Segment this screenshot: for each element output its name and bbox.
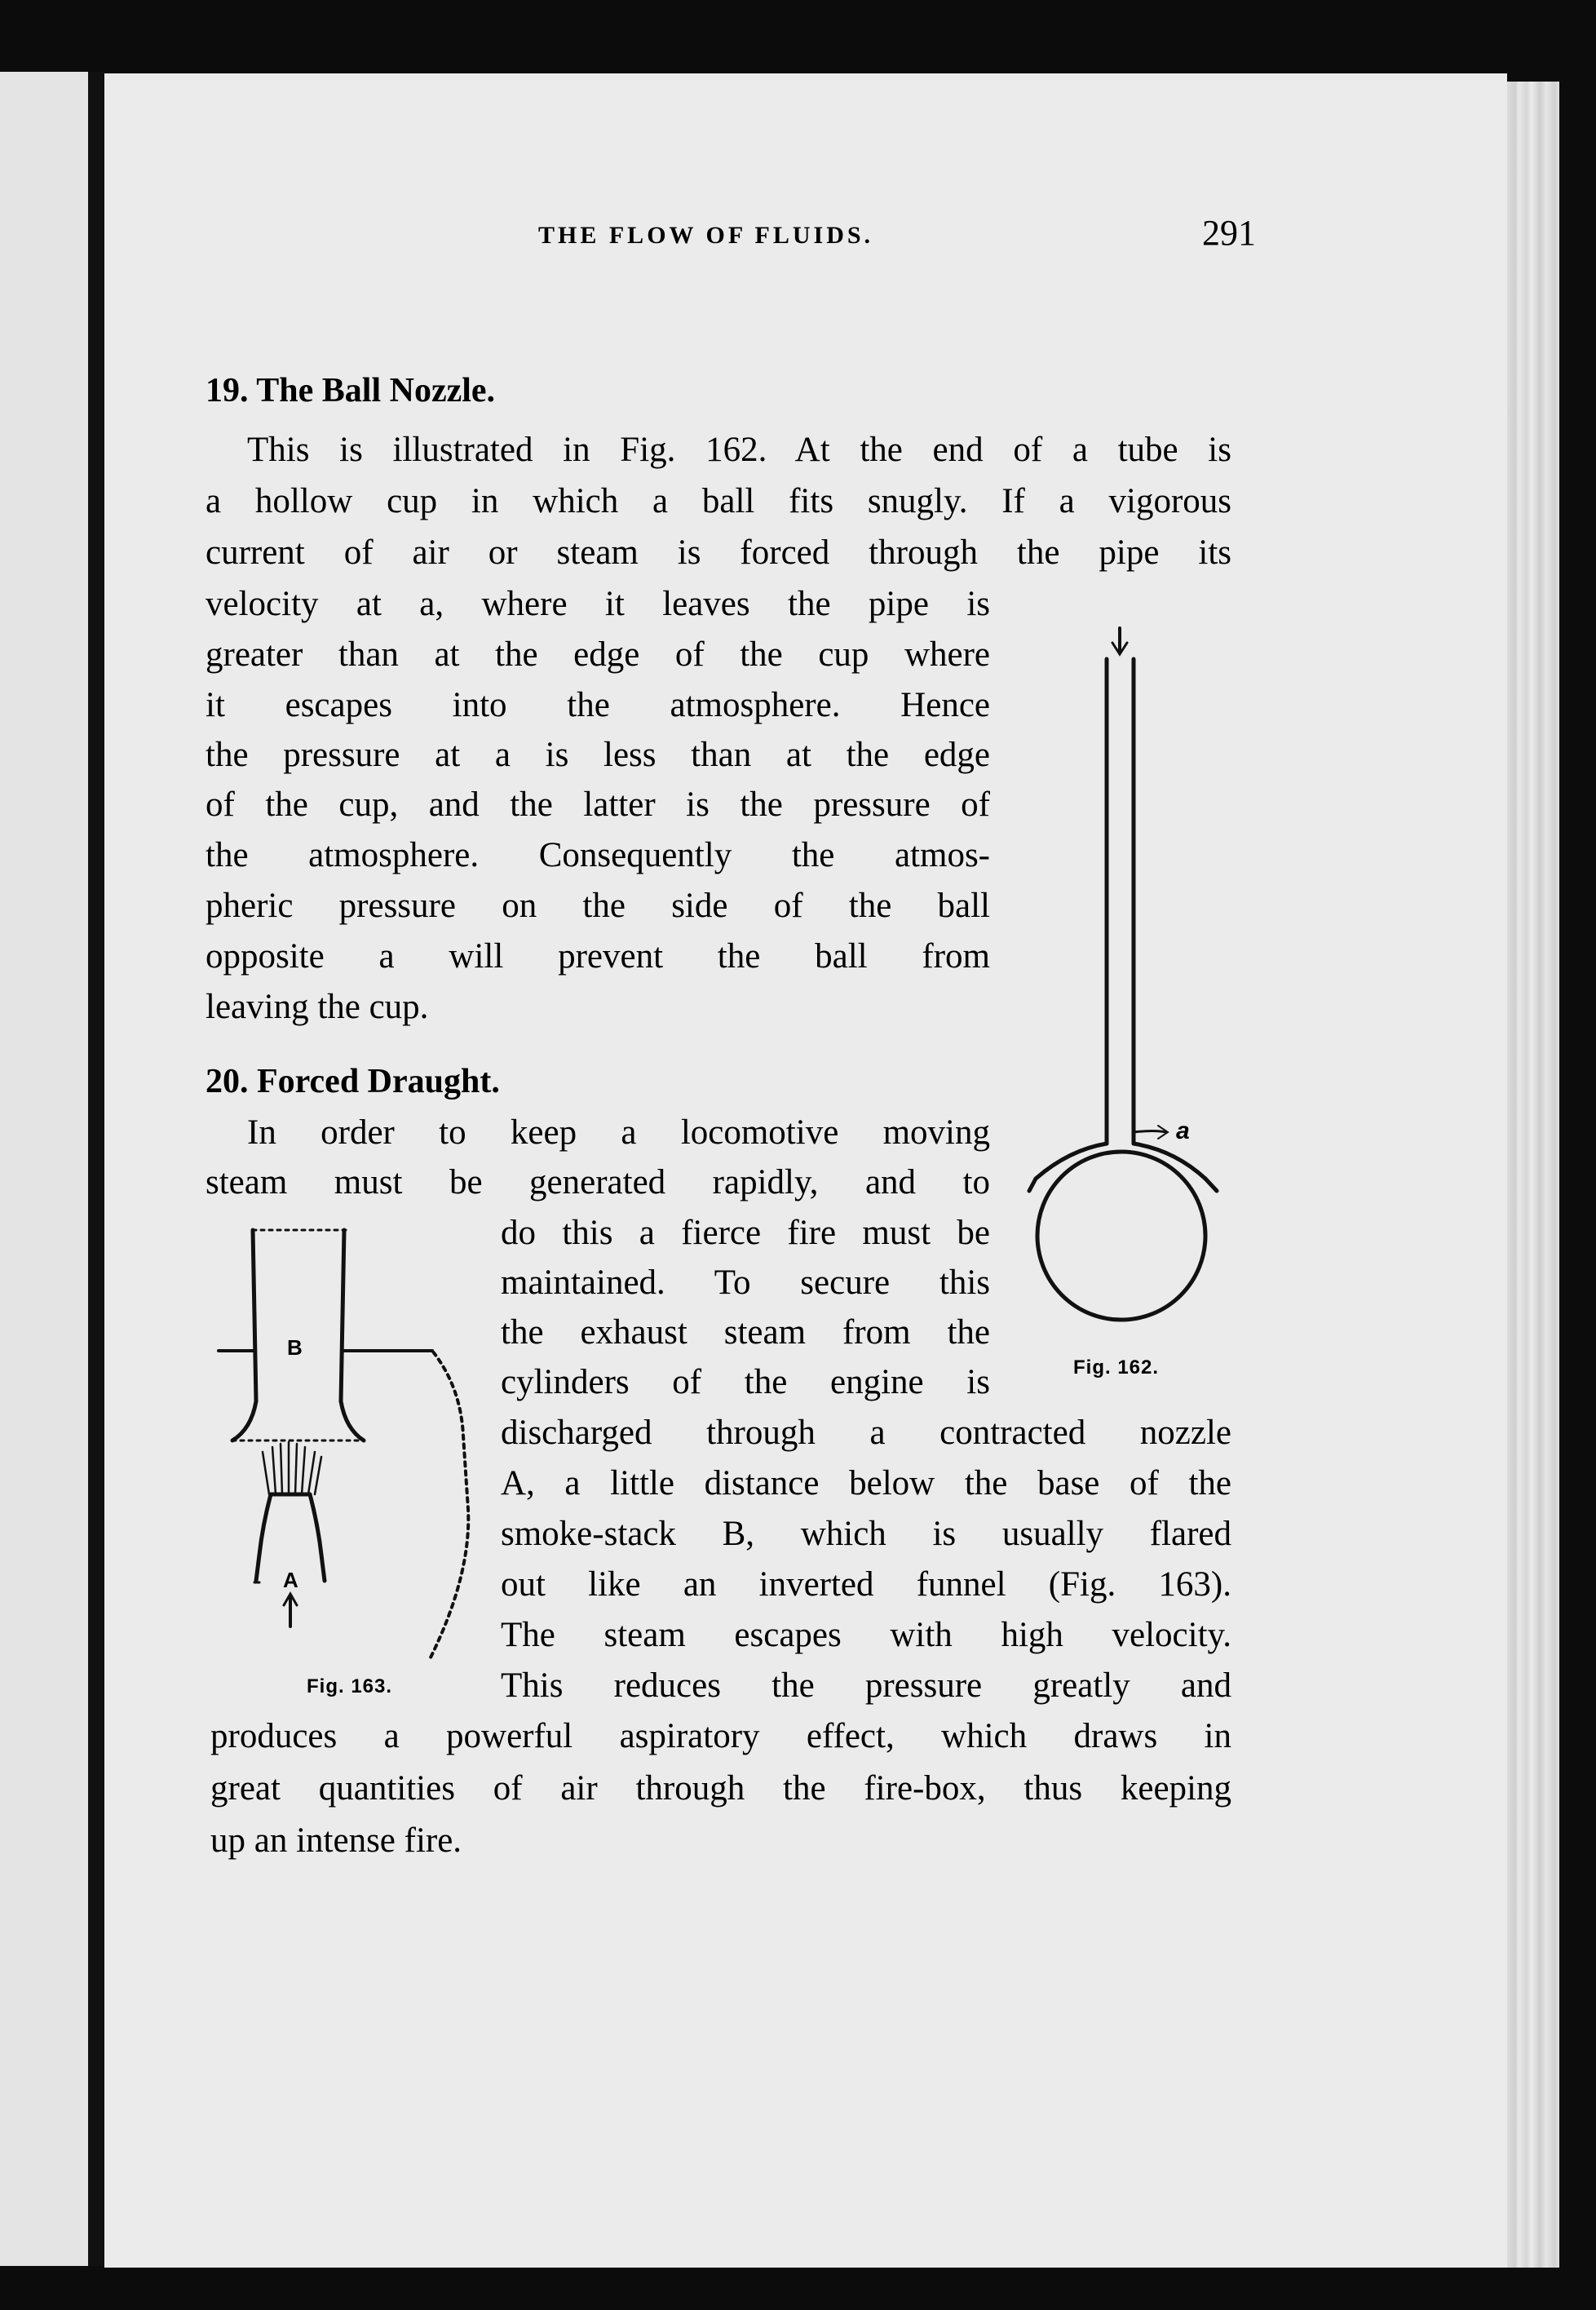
text-line: a hollow cup in which a ball fits snugly. If a vigorous (206, 482, 1231, 520)
text-line: velocity at a, where it leaves the pipe is (206, 585, 990, 623)
text-line: out like an inverted funnel (Fig. 163). (501, 1565, 1231, 1604)
figure-163-forced-draught (212, 1215, 489, 1672)
text-line: leaving the cup. (206, 988, 429, 1026)
label-B: B (287, 1335, 303, 1360)
text-line: steam must be generated rapidly, and to (206, 1163, 990, 1201)
figure-162-ball-nozzle (1011, 620, 1231, 1370)
text-line: the pressure at a is less than at the edge (206, 736, 990, 774)
cup-right (1134, 1144, 1205, 1179)
text-line: do this a fierce fire must be (501, 1214, 990, 1252)
text-line: up an intense fire. (210, 1821, 462, 1860)
left-page-edge (0, 72, 88, 2266)
text-line: smoke-stack B, which is usually flared (501, 1515, 1231, 1553)
text-line: pheric pressure on the side of the ball (206, 887, 990, 925)
stack-flare-left (232, 1401, 256, 1440)
text-line: produces a powerful aspiratory effect, which draws in (210, 1717, 1231, 1755)
pointer-a (1134, 1131, 1166, 1133)
nozzle-right-wall (310, 1494, 325, 1581)
running-head (432, 206, 1256, 254)
label-A: A (283, 1568, 299, 1592)
running-title: THE FLOW OF FLUIDS. (538, 222, 874, 249)
text-line: the exhaust steam from the (501, 1313, 990, 1352)
text-line: A, a little distance below the base of the (501, 1464, 1231, 1502)
text-line: The steam escapes with high velocity. (501, 1616, 1231, 1654)
section-20-heading: 20. Forced Draught. (206, 1063, 500, 1100)
stack-right-wall (341, 1230, 344, 1401)
text-line: greater than at the edge of the cup where (206, 635, 990, 674)
fig-163-caption: Fig. 163. (307, 1675, 393, 1697)
page-stack-edge (1507, 82, 1559, 2268)
fig-162-caption: Fig. 162. (1073, 1356, 1160, 1378)
stack-flare-right (341, 1401, 364, 1440)
text-line: current of air or steam is forced through the pipe its (206, 533, 1231, 572)
steam-jet (263, 1442, 321, 1494)
gutter-shadow (88, 72, 104, 2266)
page-number: 291 (1202, 213, 1256, 253)
return-pipe-dotted (344, 1351, 468, 1657)
stack-left-wall (253, 1230, 256, 1401)
text-line: the atmosphere. Consequently the atmos- (206, 836, 990, 874)
label-a: a (1176, 1117, 1191, 1144)
section-19-heading: 19. The Ball Nozzle. (206, 372, 496, 409)
text-line: This reduces the pressure greatly and (501, 1666, 1231, 1705)
text-line: it escapes into the atmosphere. Hence (206, 686, 990, 724)
text-line: In order to keep a locomotive moving (247, 1113, 990, 1152)
text-line: This is illustrated in Fig. 162. At the end of a tube is (247, 431, 1231, 469)
nozzle-left-wall (256, 1494, 271, 1581)
text-line: of the cup, and the latter is the pressure of (206, 785, 990, 824)
text-line: opposite a will prevent the ball from (206, 937, 990, 976)
text-line: discharged through a contracted nozzle (501, 1414, 1231, 1452)
text-line: maintained. To secure this (501, 1263, 990, 1302)
text-line: great quantities of air through the fire-box, thus keeping (210, 1769, 1231, 1808)
cup-left (1036, 1144, 1107, 1179)
text-line: cylinders of the engine is (501, 1363, 990, 1401)
ball (1037, 1152, 1205, 1320)
